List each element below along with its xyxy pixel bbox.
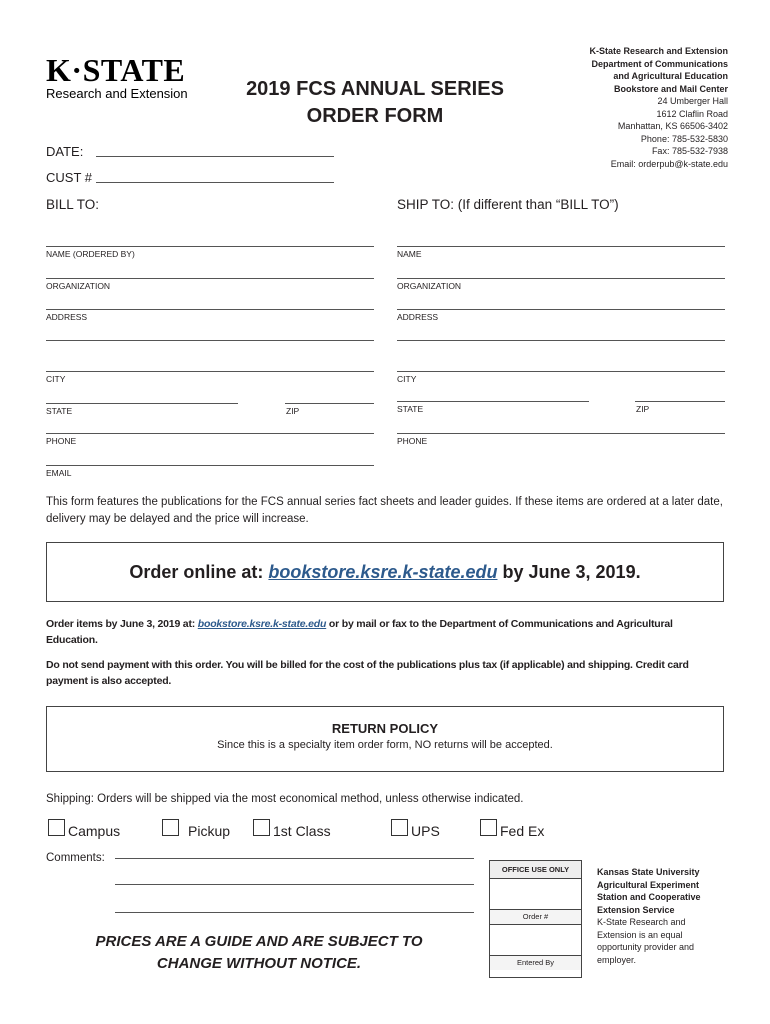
prices-notice-line-2: CHANGE WITHOUT NOTICE.: [156, 955, 362, 972]
bill-zip-label: ZIP: [286, 406, 300, 416]
order-note-prefix: Order items by June 3, 2019 at:: [46, 618, 198, 630]
order-number-label: Order #: [490, 910, 581, 925]
ship-organization-label: ORGANIZATION: [397, 281, 462, 291]
comments-field-3[interactable]: [115, 912, 474, 913]
ship-address-label: ADDRESS: [397, 312, 439, 322]
shipping-option-label: 1st Class: [273, 823, 331, 839]
date-label: DATE:: [46, 144, 84, 159]
ship-state-label: STATE: [397, 404, 424, 414]
shipping-text: Shipping: Orders will be shipped via the most economical method, unless otherwise indicated.: [46, 793, 524, 805]
contact-address-2: 1612 Claflin Road: [656, 108, 728, 119]
payment-note: Do not send payment with this order. You will be billed for the cost of the publications plus tax (if applicable) and shipping. Credit card payment is also accepted.: [46, 659, 689, 687]
entered-by-field[interactable]: [490, 925, 581, 956]
ship-zip-label: ZIP: [636, 404, 650, 414]
shipping-option-fedex[interactable]: [480, 815, 544, 839]
bill-email-field[interactable]: [46, 465, 374, 466]
bill-city-field[interactable]: [46, 371, 374, 372]
contact-address-3: Manhattan, KS 66506-3402: [617, 121, 728, 131]
checkbox-icon[interactable]: [480, 819, 497, 836]
bill-to-heading: BILL TO:: [46, 197, 100, 212]
prices-notice-line-1: PRICES ARE A GUIDE AND ARE SUBJECT TO: [95, 933, 423, 950]
comments-label: Comments:: [46, 852, 105, 864]
ship-phone-label: PHONE: [397, 436, 428, 446]
ship-zip-field[interactable]: [635, 401, 725, 402]
ksu-statement: [597, 866, 727, 966]
intro-paragraph: This form features the publications for the FCS annual series fact sheets and leader guides. If these items are ordered at a later date, delivery may be delayed and the price will increase.: [46, 496, 723, 525]
contact-org-3: and Agricultural Education: [613, 71, 728, 81]
contact-block: [508, 45, 728, 170]
shipping-option-label: Fed Ex: [500, 823, 545, 839]
order-note: [46, 616, 726, 648]
order-note-suffix: or by mail or fax to the Department of Communications and Agricultural Education.: [46, 618, 673, 646]
bill-phone-label: PHONE: [46, 436, 77, 446]
office-use-box: [489, 860, 582, 978]
contact-phone: Phone: 785-532-5830: [640, 133, 728, 144]
order-number-field[interactable]: [490, 879, 581, 910]
return-policy-heading: RETURN POLICY: [331, 721, 439, 736]
ship-city-label: CITY: [397, 374, 417, 384]
ship-to-heading: SHIP TO: (If different than “BILL TO”): [397, 197, 619, 212]
shipping-option-label: Campus: [68, 823, 121, 839]
cust-label: CUST #: [46, 170, 92, 185]
bill-state-label: STATE: [46, 406, 73, 416]
bill-name-field[interactable]: [46, 246, 374, 247]
ship-city-field[interactable]: [397, 371, 725, 372]
ship-name-field[interactable]: [397, 246, 725, 247]
checkbox-icon[interactable]: [253, 819, 270, 836]
ship-organization-field[interactable]: [397, 278, 725, 279]
ship-address-field[interactable]: [397, 309, 725, 310]
cust-field[interactable]: [96, 182, 334, 183]
kstate-logo: K·STATE: [46, 52, 186, 88]
ship-phone-field[interactable]: [397, 433, 725, 434]
shipping-option-label: UPS: [411, 823, 440, 839]
contact-email: Email: orderpub@k-state.edu: [610, 158, 728, 169]
date-field[interactable]: [96, 156, 334, 157]
order-online-box: [46, 542, 724, 602]
comments-field-2[interactable]: [115, 884, 474, 885]
shipping-option-ups[interactable]: [391, 815, 440, 839]
return-policy-box: [46, 706, 724, 772]
order-note-link[interactable]: bookstore.ksre.k-state.edu: [197, 618, 327, 630]
entered-by-label: Entered By: [490, 956, 581, 970]
comments-field-1[interactable]: [115, 858, 474, 859]
contact-org-2: Department of Communications: [591, 58, 728, 69]
checkbox-icon[interactable]: [162, 819, 179, 836]
bill-address-field[interactable]: [46, 309, 374, 310]
logo-subtitle: Research and Extension: [46, 86, 188, 101]
bill-state-field[interactable]: [46, 403, 238, 404]
contact-fax: Fax: 785-532-7938: [651, 146, 728, 156]
shipping-option-label: Pickup: [188, 823, 231, 839]
checkbox-icon[interactable]: [391, 819, 408, 836]
bill-organization-label: ORGANIZATION: [46, 281, 111, 291]
shipping-option-1st-class[interactable]: [253, 815, 331, 839]
return-policy-text: Since this is a specialty item order form, NO returns will be accepted.: [217, 739, 553, 751]
shipping-option-campus[interactable]: [48, 815, 120, 839]
prices-notice: [84, 931, 434, 975]
contact-org-1: K-State Research and Extension: [589, 46, 728, 56]
page-title: [230, 76, 520, 130]
bill-city-label: CITY: [46, 374, 66, 384]
ship-name-label: NAME: [397, 249, 422, 259]
order-online-prefix: Order online at:: [129, 561, 264, 582]
ksu-statement-text: K-State Research and Extension is an equal opportunity provider and employer.: [597, 917, 695, 965]
bill-zip-field[interactable]: [285, 403, 374, 404]
title-line-1: 2019 FCS ANNUAL SERIES: [246, 78, 504, 100]
contact-address-1: 24 Umberger Hall: [657, 96, 728, 106]
ship-address-field-2[interactable]: [397, 340, 725, 341]
contact-org-4: Bookstore and Mail Center: [613, 83, 728, 94]
bill-phone-field[interactable]: [46, 433, 374, 434]
ksu-statement-bold: Kansas State University Agricultural Experiment Station and Cooperative Extension Service: [597, 867, 701, 915]
bill-email-label: EMAIL: [46, 468, 72, 478]
shipping-option-pickup[interactable]: [162, 815, 230, 839]
bill-address-field-2[interactable]: [46, 340, 374, 341]
checkbox-icon[interactable]: [48, 819, 65, 836]
bill-address-label: ADDRESS: [46, 312, 88, 322]
order-online-suffix: by June 3, 2019.: [502, 561, 641, 582]
office-use-heading: OFFICE USE ONLY: [490, 861, 581, 879]
bill-organization-field[interactable]: [46, 278, 374, 279]
ship-state-field[interactable]: [397, 401, 589, 402]
bookstore-link[interactable]: bookstore.ksre.k-state.edu: [268, 561, 498, 582]
bill-name-label: NAME (ORDERED BY): [46, 249, 135, 259]
title-line-2: ORDER FORM: [306, 105, 444, 127]
